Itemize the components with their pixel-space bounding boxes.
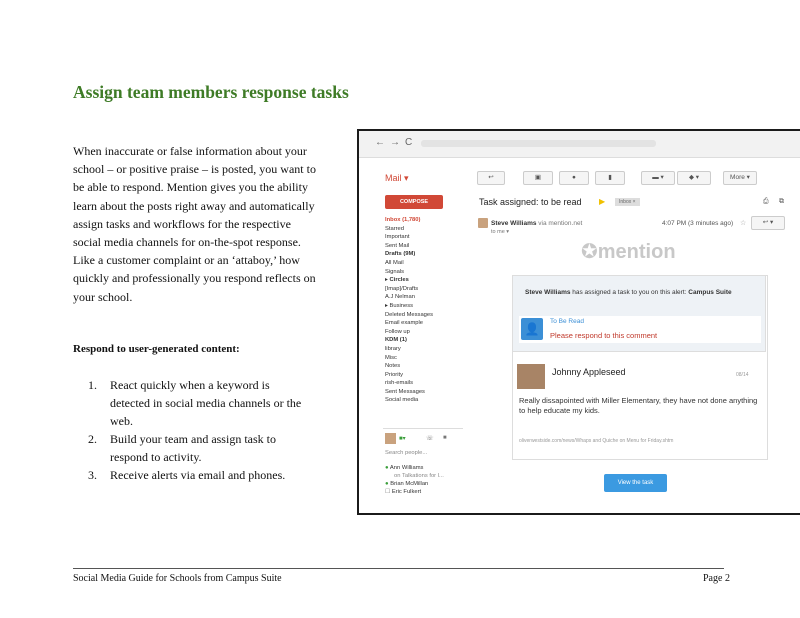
search-people-input[interactable]: Search people...: [385, 450, 428, 456]
mail-menu[interactable]: Mail ▾: [385, 173, 409, 183]
folder-item[interactable]: A.J Nelman: [385, 294, 415, 301]
list-item: on Talkations for l...: [394, 473, 444, 479]
more-button[interactable]: More ▾: [723, 171, 757, 185]
folder-item[interactable]: Misc: [385, 354, 397, 361]
recipient[interactable]: to me ▾: [491, 229, 510, 235]
email-subject: Task assigned: to be read: [479, 197, 582, 207]
list-item[interactable]: ☐ Eric Fulkert: [385, 489, 422, 495]
inbox-tag[interactable]: Inbox ×: [615, 198, 640, 206]
phone-icon[interactable]: ☏: [426, 436, 434, 442]
back-arrow-icon[interactable]: ←: [375, 137, 385, 148]
mention-logo: ✪mention: [581, 241, 676, 263]
comment-text: Really dissapointed with Miller Elementary, they have not done anything to help educate my kids.: [519, 396, 758, 415]
folder-icon[interactable]: ▬ ▾: [641, 171, 675, 185]
avatar: [478, 218, 488, 228]
comment-date: 08/14: [736, 372, 749, 378]
email-screenshot: [357, 129, 800, 515]
label-icon[interactable]: ◆ ▾: [677, 171, 711, 185]
folder-item[interactable]: All Mail: [385, 259, 404, 266]
forward-arrow-icon[interactable]: →: [390, 137, 400, 148]
reload-icon[interactable]: C: [405, 137, 413, 148]
folder-item[interactable]: Signals: [385, 268, 405, 275]
folder-item[interactable]: Starred: [385, 225, 405, 232]
video-icon[interactable]: ■: [443, 435, 447, 441]
folder-item[interactable]: Deleted Messages: [385, 311, 434, 318]
commenter-name: Johnny Appleseed: [552, 367, 626, 377]
print-icon[interactable]: ⎙: [763, 198, 769, 205]
folder-item[interactable]: ▸ Business: [385, 302, 414, 309]
list-item[interactable]: ● Brian McMillan: [385, 481, 429, 487]
spam-icon[interactable]: ●: [559, 171, 589, 185]
star-icon[interactable]: ☆: [740, 220, 747, 227]
list-item: 3. Receive alerts via email and phones.: [88, 468, 286, 482]
view-task-button[interactable]: View the task: [604, 474, 667, 492]
subheading: Respond to user-generated content:: [73, 343, 240, 355]
status-icon[interactable]: ■▾: [399, 436, 406, 442]
new-window-icon[interactable]: ⧉: [779, 198, 784, 205]
steps-list: [88, 376, 308, 484]
folder-item[interactable]: rish-emails: [385, 380, 414, 387]
folder-item[interactable]: Follow up: [385, 328, 410, 335]
page-heading: Assign team members response tasks: [73, 82, 349, 102]
avatar: [517, 364, 545, 389]
compose-button[interactable]: COMPOSE: [385, 195, 443, 209]
archive-icon[interactable]: ▣: [523, 171, 553, 185]
task-message: Please respond to this comment: [550, 331, 658, 340]
task-title: To Be Read: [550, 318, 584, 325]
assign-message: Steve Williams has assigned a task to you on this alert: Campus Suite: [525, 289, 732, 296]
list-item: 2. Build your team and assign task to respond to activity.: [88, 432, 276, 464]
list-item: 1. React quickly when a keyword is detected in social media channels or the web.: [88, 378, 302, 428]
footer-title: Social Media Guide for Schools from Campus Suite: [73, 573, 282, 584]
folder-list: [385, 216, 460, 405]
divider: [383, 428, 463, 429]
chat-list: [385, 464, 465, 496]
folder-item[interactable]: Notes: [385, 363, 401, 370]
list-item[interactable]: ● Ann Williams: [385, 465, 424, 471]
footer-rule: [73, 568, 724, 569]
folder-item[interactable]: KDM (1): [385, 337, 407, 344]
user-icon: 👤: [521, 318, 543, 340]
address-bar[interactable]: [421, 140, 656, 147]
delete-icon[interactable]: ▮: [595, 171, 625, 185]
folder-item[interactable]: Inbox (1,780): [385, 217, 421, 223]
sender-line: Steve Williams via mention.net: [491, 220, 583, 227]
folder-item[interactable]: [Imap]/Drafts: [385, 285, 419, 292]
timestamp: 4:07 PM (3 minutes ago): [662, 220, 734, 227]
folder-item[interactable]: library: [385, 345, 401, 352]
folder-item[interactable]: Email example: [385, 320, 424, 327]
folder-item[interactable]: Important: [385, 234, 410, 241]
label-tag-icon: ▶: [599, 197, 606, 206]
comment-link[interactable]: oliverwestside.com/news/Whaps and Quiche on Menu for Friday.shtm: [519, 438, 674, 444]
avatar[interactable]: [385, 433, 396, 444]
back-button[interactable]: ↩: [477, 171, 505, 185]
folder-item[interactable]: Drafts (9M): [385, 251, 416, 258]
folder-item[interactable]: Sent Mail: [385, 242, 410, 249]
reply-button[interactable]: ↩ ▾: [751, 216, 785, 230]
body-paragraph: When inaccurate or false information about your school – or positive praise – is posted, you want to be able to respond. Mention gives you the ability learn about the posts right away and automatically assign tasks and workflows for the respective social media channels for on-the-spot response. Like a customer complaint or an ‘attaboy,’ how quickly and professionally you respond reflects on your school.: [73, 144, 316, 304]
folder-item[interactable]: ▸ Circles: [385, 277, 409, 284]
folder-item[interactable]: Social media: [385, 397, 419, 404]
page-number: Page 2: [703, 573, 730, 584]
folder-item[interactable]: Priority: [385, 371, 404, 378]
folder-item[interactable]: Sent Messages: [385, 388, 425, 395]
